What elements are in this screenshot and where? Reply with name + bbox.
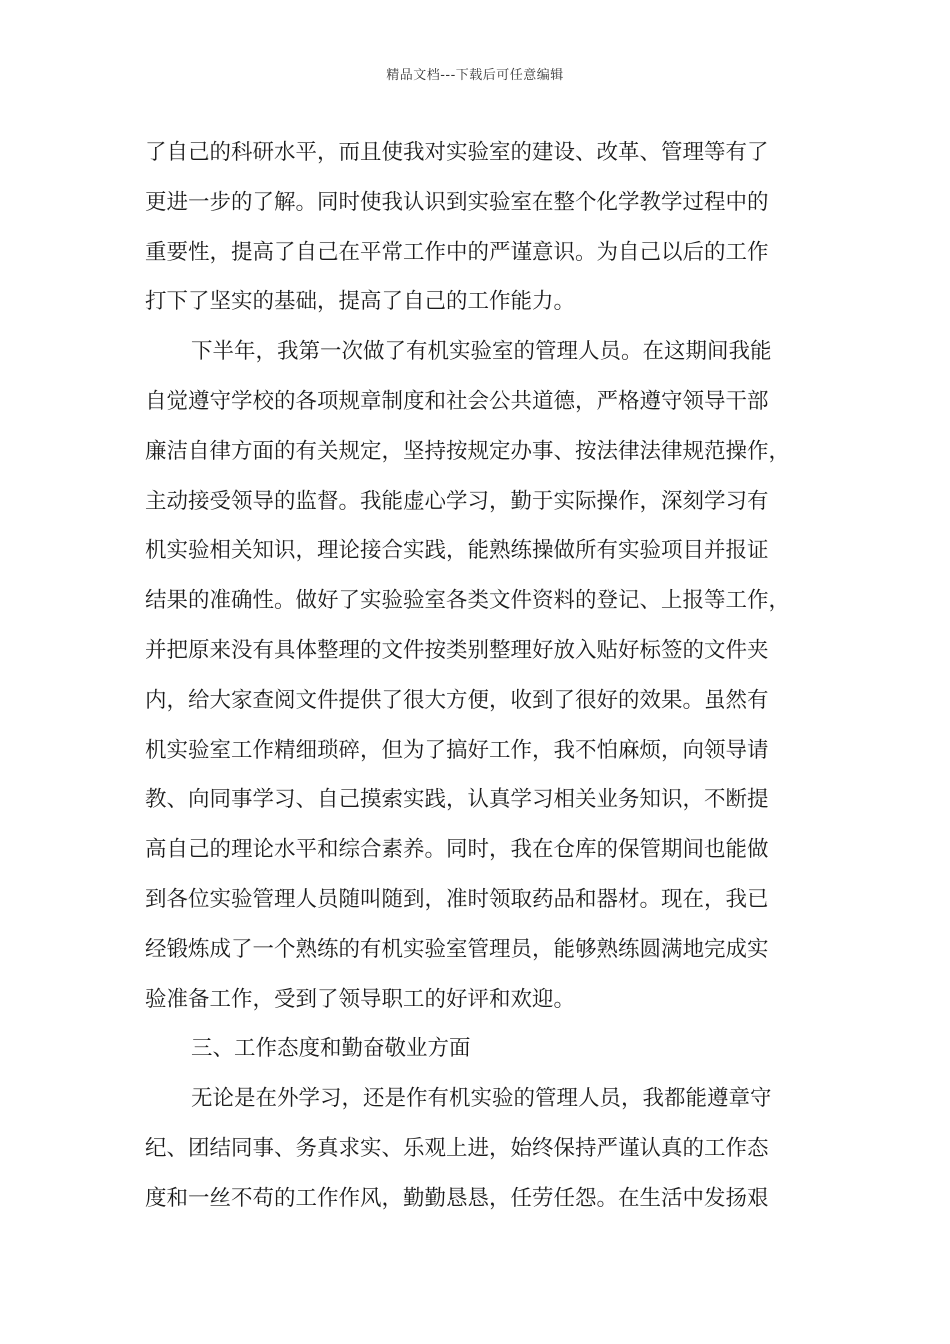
text-line: 并把原来没有具体整理的文件按类别整理好放入贴好标签的文件夹 (145, 637, 769, 663)
text-line: 验准备工作，受到了领导职工的好评和欢迎。 (145, 986, 576, 1012)
text-line: 了自己的科研水平，而且使我对实验室的建设、改革、管理等有了 (145, 140, 769, 165)
text-line: 自觉遵守学校的各项规章制度和社会公共道德，严格遵守领导干部 (145, 388, 769, 414)
text-line: 内，给大家查阅文件提供了很大方便，收到了很好的效果。虽然有 (145, 687, 769, 713)
paragraph-start-line: 无论是在外学习，还是作有机实验的管理人员，我都能遵章守 (191, 1086, 772, 1112)
paragraph-start-line: 下半年，我第一次做了有机实验室的管理人员。在这期间我能 (191, 339, 772, 365)
text-line: 重要性，提高了自己在平常工作中的严谨意识。为自己以后的工作 (145, 239, 769, 265)
page-header: 精品文档---下载后可任意编辑 (386, 68, 564, 83)
text-line: 教、向同事学习、自己摸索实践，认真学习相关业务知识，不断提 (145, 787, 769, 813)
text-line: 高自己的理论水平和综合素养。同时，我在仓库的保管期间也能做 (145, 837, 769, 863)
text-line: 经锻炼成了一个熟练的有机实验室管理员，能够熟练圆满地完成实 (145, 936, 769, 962)
text-line: 机实验相关知识，理论接合实践，能熟练操做所有实验项目并报证 (145, 538, 769, 564)
text-line: 更进一步的了解。同时使我认识到实验室在整个化学教学过程中的 (145, 189, 769, 215)
text-line: 度和一丝不苟的工作作风，勤勤恳恳，任劳任怨。在生活中发扬艰 (145, 1185, 769, 1211)
text-line: 到各位实验管理人员随叫随到，准时领取药品和器材。现在，我已 (145, 886, 769, 912)
document-body (145, 128, 825, 1224)
text-line: 机实验室工作精细琐碎，但为了搞好工作，我不怕麻烦，向领导请 (145, 737, 769, 763)
text-line: 廉洁自律方面的有关规定，坚持按规定办事、按法律法律规范操作， (145, 438, 791, 464)
text-line: 打下了坚实的基础，提高了自己的工作能力。 (145, 289, 576, 315)
text-line: 结果的准确性。做好了实验验室各类文件资料的登记、上报等工作， (145, 588, 791, 614)
text-line: 纪、团结同事、务真求实、乐观上进，始终保持严谨认真的工作态 (145, 1135, 769, 1161)
text-line: 主动接受领导的监督。我能虚心学习，勤于实际操作，深刻学习有 (145, 488, 769, 514)
section-heading: 三、工作态度和勤奋敬业方面 (191, 1036, 471, 1062)
